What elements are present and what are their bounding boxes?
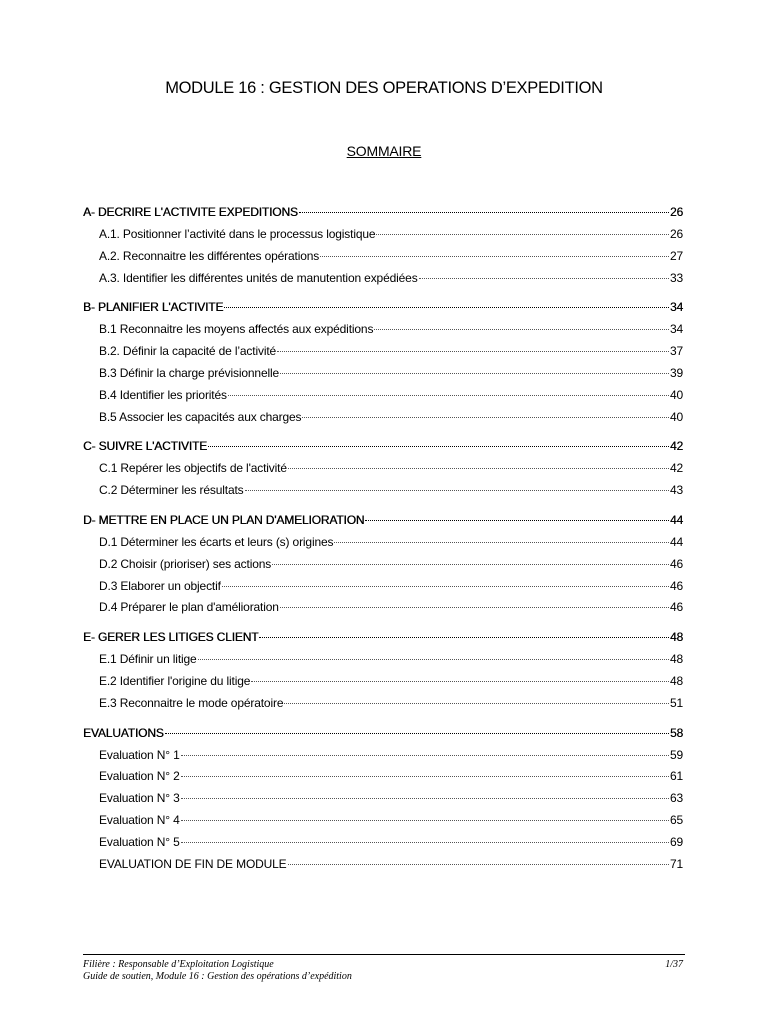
toc-leader-dots (181, 776, 669, 777)
toc-entry[interactable] (83, 535, 683, 557)
toc-leader-dots (165, 733, 669, 734)
toc-page-number: 42 (669, 461, 683, 476)
toc-leader-dots (224, 307, 669, 308)
toc-leader-dots (222, 586, 669, 587)
toc-section (83, 439, 683, 505)
toc-entry-label: Evaluation N° 5 (99, 834, 180, 849)
toc-entry[interactable] (83, 410, 683, 432)
toc-entry[interactable] (83, 271, 683, 293)
toc-entry[interactable] (83, 579, 683, 601)
toc-entry[interactable] (83, 557, 683, 579)
toc-entry[interactable] (83, 813, 683, 835)
toc-leader-dots (208, 446, 669, 447)
toc-page-number: 40 (669, 387, 683, 402)
toc-heading[interactable] (83, 726, 683, 748)
toc-section (83, 726, 683, 879)
toc-entry[interactable] (83, 322, 683, 344)
toc-entry-label: E.2 Identifier l'origine du litige (99, 673, 251, 688)
toc-entry-label: B- PLANIFIER L'ACTIVITE (83, 300, 224, 315)
toc-entry-label: C- SUIVRE L'ACTIVITE (83, 439, 207, 454)
footer-page-count: 1/37 (665, 959, 683, 970)
toc-leader-dots (334, 542, 669, 543)
toc-entry[interactable] (83, 388, 683, 410)
toc-leader-dots (251, 681, 669, 682)
toc-leader-dots (228, 395, 669, 396)
toc-entry[interactable] (83, 652, 683, 674)
toc-entry[interactable] (83, 483, 683, 505)
toc-page-number: 37 (669, 344, 683, 359)
toc-page-number: 27 (669, 248, 683, 263)
toc-section (83, 630, 683, 717)
toc-leader-dots (259, 637, 669, 638)
toc-heading[interactable] (83, 439, 683, 461)
toc-page-number: 39 (669, 365, 683, 380)
toc-page-number: 42 (669, 439, 683, 454)
toc-entry[interactable] (83, 366, 683, 388)
toc-page-number: 48 (669, 652, 683, 667)
toc-entry-label: B.5 Associer les capacités aux charges (99, 409, 302, 424)
toc-page-number: 43 (669, 483, 683, 498)
toc-section (83, 513, 683, 622)
toc-heading[interactable] (83, 300, 683, 322)
toc-entry-label: D.2 Choisir (prioriser) ses actions (99, 556, 272, 571)
toc-leader-dots (181, 798, 669, 799)
toc-entry-label: A.3. Identifier les différentes unités de manutention expédiées (99, 270, 418, 285)
toc-page-number: 58 (669, 725, 683, 740)
toc-heading[interactable] (83, 513, 683, 535)
toc-heading[interactable] (83, 205, 683, 227)
toc-page-number: 51 (669, 695, 683, 710)
toc-leader-dots (245, 490, 669, 491)
toc-leader-dots (374, 329, 669, 330)
toc-leader-dots (181, 820, 669, 821)
document-title: MODULE 16 : GESTION DES OPERATIONS D’EXPEDITION (165, 79, 603, 97)
toc-leader-dots (284, 703, 669, 704)
toc-section (83, 300, 683, 431)
table-of-contents (83, 205, 683, 886)
toc-entry-label: EVALUATION DE FIN DE MODULE (99, 856, 287, 871)
toc-entry[interactable] (83, 791, 683, 813)
toc-entry-label: B.3 Définir la charge prévisionnelle (99, 365, 280, 380)
toc-entry[interactable] (83, 674, 683, 696)
toc-page-number: 40 (669, 409, 683, 424)
toc-entry-label: E.1 Définir un litige (99, 652, 197, 667)
toc-page-number: 26 (669, 205, 683, 219)
toc-page-number: 46 (669, 556, 683, 571)
toc-page-number: 44 (669, 534, 683, 549)
toc-page-number: 63 (669, 791, 683, 806)
toc-leader-dots (181, 755, 669, 756)
toc-entry-label: EVALUATIONS (83, 725, 164, 740)
toc-page-number: 48 (669, 630, 683, 645)
toc-leader-dots (280, 373, 669, 374)
toc-entry-label: D.3 Elaborer un objectif (99, 578, 221, 593)
toc-entry-label: E.3 Reconnaitre le mode opératoire (99, 695, 284, 710)
footer-filiere: Filière : Responsable d’Exploitation Logistique (83, 959, 274, 970)
toc-page-number: 61 (669, 769, 683, 784)
toc-leader-dots (288, 864, 669, 865)
toc-leader-dots (365, 520, 669, 521)
toc-page-number: 65 (669, 812, 683, 827)
toc-entry-label: A.1. Positionner l’activité dans le processus logistique (99, 227, 376, 241)
toc-page-number: 69 (669, 834, 683, 849)
toc-page-number: 34 (669, 300, 683, 315)
toc-entry-label: E- GERER LES LITIGES CLIENT (83, 630, 259, 645)
toc-entry[interactable] (83, 835, 683, 857)
toc-entry[interactable] (83, 344, 683, 366)
toc-leader-dots (320, 256, 669, 257)
toc-page-number: 71 (669, 856, 683, 871)
toc-entry[interactable] (83, 600, 683, 622)
toc-leader-dots (376, 234, 669, 235)
toc-entry[interactable] (83, 696, 683, 718)
toc-heading[interactable] (83, 630, 683, 652)
toc-leader-dots (280, 607, 669, 608)
toc-entry[interactable] (83, 857, 683, 879)
footer-guide: Guide de soutien, Module 16 : Gestion des opérations d’expédition (83, 971, 352, 982)
toc-page-number: 26 (669, 227, 683, 241)
toc-page-number: 59 (669, 747, 683, 762)
toc-leader-dots (277, 351, 669, 352)
toc-leader-dots (198, 659, 669, 660)
toc-page-number: 34 (669, 322, 683, 337)
toc-entry[interactable] (83, 249, 683, 271)
toc-page-number: 48 (669, 673, 683, 688)
toc-entry-label: C.1 Repérer les objectifs de l'activité (99, 461, 287, 476)
toc-leader-dots (419, 278, 669, 279)
toc-entry-label: D.1 Déterminer les écarts et leurs (s) origines (99, 534, 334, 549)
toc-entry-label: D- METTRE EN PLACE UN PLAN D'AMELIORATION (83, 512, 365, 527)
toc-entry[interactable] (83, 769, 683, 791)
toc-entry-label: A.2. Reconnaitre les différentes opérations (99, 248, 320, 263)
toc-leader-dots (302, 417, 669, 418)
toc-page-number: 46 (669, 578, 683, 593)
toc-entry-label: B.2. Définir la capacité de l’activité (99, 344, 277, 359)
toc-leader-dots (272, 564, 669, 565)
toc-section (83, 205, 683, 292)
toc-entry-label: B.4 Identifier les priorités (99, 387, 227, 402)
toc-page-number: 46 (669, 600, 683, 615)
toc-entry-label: D.4 Préparer le plan d'amélioration (99, 600, 279, 615)
toc-entry[interactable] (83, 227, 683, 249)
toc-leader-dots (288, 468, 669, 469)
toc-entry[interactable] (83, 461, 683, 483)
toc-entry-label: Evaluation N° 1 (99, 747, 180, 762)
toc-entry-label: Evaluation N° 4 (99, 812, 180, 827)
toc-entry-label: B.1 Reconnaitre les moyens affectés aux expéditions (99, 322, 374, 337)
toc-entry-label: A- DECRIRE L'ACTIVITE EXPEDITIONS (83, 205, 298, 219)
toc-page-number: 44 (669, 512, 683, 527)
page-footer (83, 954, 685, 983)
toc-page-number: 33 (669, 270, 683, 285)
toc-leader-dots (181, 842, 669, 843)
document-subtitle: SOMMAIRE (346, 143, 422, 159)
toc-entry-label: C.2 Déterminer les résultats (99, 483, 244, 498)
toc-entry-label: Evaluation N° 3 (99, 791, 180, 806)
toc-leader-dots (299, 212, 669, 213)
toc-entry[interactable] (83, 748, 683, 770)
toc-entry-label: Evaluation N° 2 (99, 769, 180, 784)
